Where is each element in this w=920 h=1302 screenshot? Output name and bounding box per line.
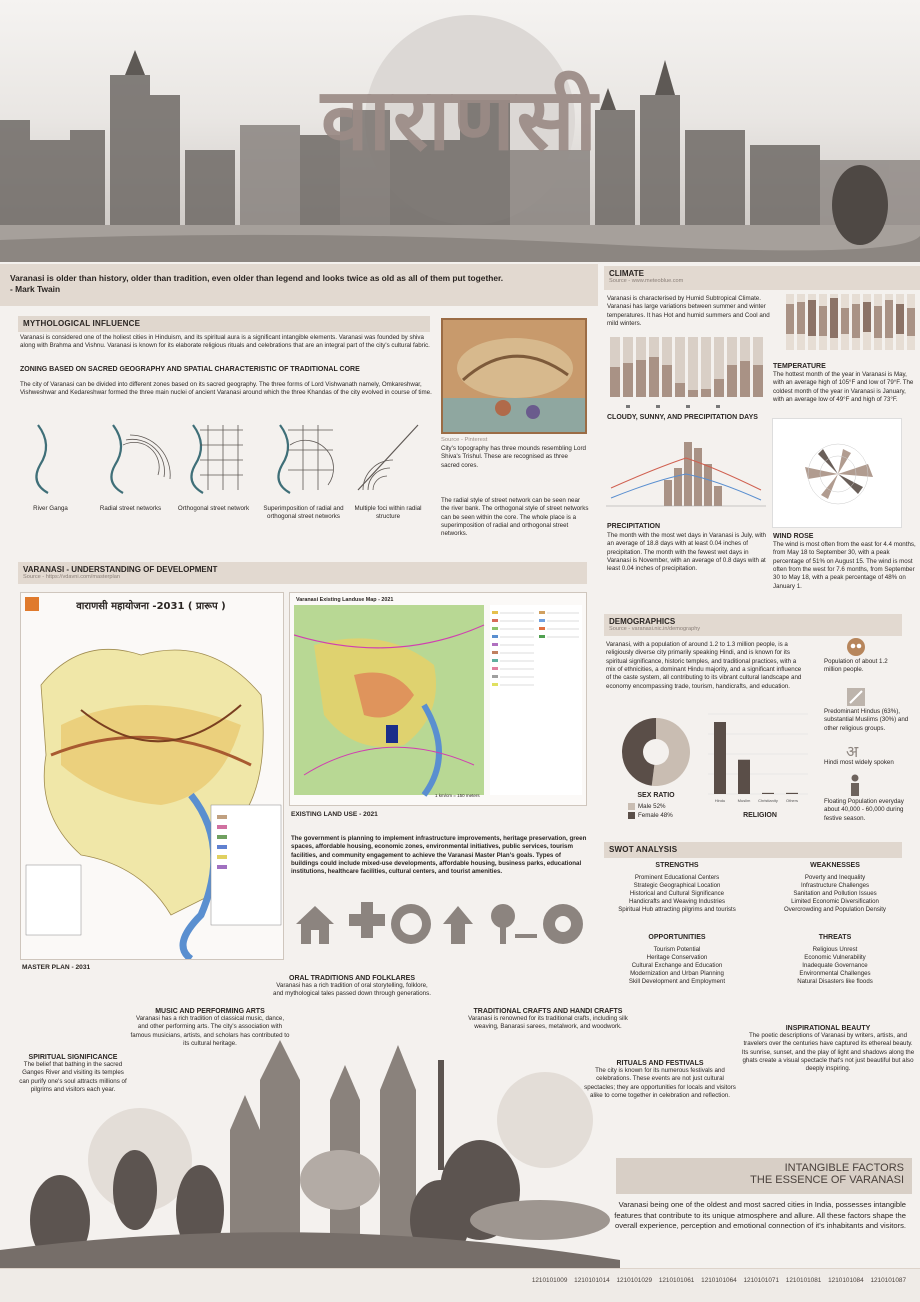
threat-item: Natural Disasters like floods [797,977,873,985]
hindi-glyph-icon: अ [846,742,859,761]
wind-heading: WIND ROSE [773,533,814,540]
temperature-chart [784,294,916,358]
religion-bar-muslim [738,760,750,794]
landuse-scale: 1 km/cm = 150 meters [435,793,480,798]
music-body: Varanasi has a rich tradition of classical music, dance, and other performing arts. The city's association with famous musicians, artists, and scholars has contributed to its cultural heritage. [130,1015,290,1048]
zoning-diagram-svg [18,415,438,495]
zoning-diagrams [18,415,438,545]
plan-icons-row [293,900,587,948]
strength-item: Prominent Educational Centers [634,874,720,881]
zoning-heading: ZONING BASED ON SACRED GEOGRAPHY AND SPATIAL CHARACTERISTIC OF TRADITIONAL CORE [20,366,360,373]
swot-strengths [604,862,750,914]
fact-population: Population of about 1.2 million people. [824,658,888,674]
threat-item: Inadequate Governance [802,961,868,969]
male-legend [628,803,666,812]
student-id: 1210101087 [870,1277,906,1284]
landuse-title: Varanasi Existing Landuse Map - 2021 [296,597,394,603]
opportunity-item: Tourism Potential [653,946,701,953]
quote-author: - Mark Twain [10,283,61,294]
religion-chart [700,708,810,808]
beauty-title: INSPIRATIONAL BEAUTY [785,1025,871,1032]
header-skyline-photo [0,0,920,262]
quote-band [0,264,598,306]
temperature-body: The hottest month of the year in Varanasi is May, with an average high of 105°F and low of 79°F. The coldest month of the year in Varanasi is January, with an average low of 49°F and high of 73°F. [773,371,914,404]
female-legend [628,812,673,821]
precipitation-heading: PRECIPITATION [607,523,661,530]
page-title: वाराणसी [320,70,600,170]
weakness-item: Sanitation and Pollution Issues [793,889,877,897]
student-id: 1210101061 [658,1277,695,1284]
plan-icons-svg [293,900,587,948]
cloud-heading: CLOUDY, SUNNY, AND PRECIPITATION DAYS [607,414,758,421]
strength-item: Handicrafts and Weaving Industries [628,897,726,905]
landuse-map[interactable] [289,592,587,806]
religion-bar-hindu [714,722,726,794]
crafts-body: Varanasi is renowned for its traditional crafts, including silk weaving, Banarasi sarees, metalwork, and woodwork. [468,1015,628,1031]
master-plan-map[interactable] [20,592,284,960]
floating-population-icon [848,774,862,796]
plan-body: The government is planning to implement infrastructure improvements, heritage preservation, green spaces, affordable housing, economic zones, environmental initiatives, public services, tourism facilities, and community engagement to achieve the Varanasi Master Plan's goals. Types of buildings could include mixed-use developments, affordable housing, business parks, educational institutions, healthcare facilities, cultural centers, and tourist amenities. [291,835,587,876]
student-id: 1210101029 [616,1277,653,1284]
precipitation-chart [606,428,766,518]
diagram-label-superimposition: Superimposition of radial and orthogonal street networks [263,505,344,521]
master-plan-drawing [21,615,283,959]
religion-icon [847,688,865,706]
religion-tick-label: Hindu [714,798,726,803]
strength-item: Historical and Cultural Significance [629,889,725,897]
swot-heading: SWOT ANALYSIS [604,842,902,858]
trishul-painting [441,318,587,434]
student-ids [527,1277,906,1284]
banner-line1: INTANGIBLE FACTORS [784,1162,904,1174]
dev-heading-bar [18,562,587,584]
sex-ratio-title: SEX RATIO [637,792,675,799]
footer-bar [0,1268,920,1302]
diagram-label-orthogonal: Orthogonal street network [177,505,250,512]
economy-arrow-icon [443,906,473,944]
rituals-section [582,1060,738,1100]
beauty-body: The poetic descriptions of Varanasi by writers, artists, and travelers over the centuries have captured its ethereal beauty. Its sunrise, sunset, and the play of light and shadows along the ghats create a visual spectacle that's not just beautiful but also deeply inspiring. [741,1032,915,1073]
weaknesses-title: WEAKNESSES [810,862,860,869]
male-label: Male 52% [638,803,666,811]
master-plan-caption: MASTER PLAN - 2031 [22,964,91,971]
banner-line2: THE ESSENCE OF VARANASI [750,1174,904,1186]
climate-heading: CLIMATE [609,269,644,278]
student-id: 1210101081 [785,1277,822,1284]
demo-body: Varanasi, with a population of around 1.2 to 1.3 million people, is a religiously diverse city primarily speaking Hindi, and is known for its spiritual significance, historic temples, and traditional practices, with a mix of ethnicities, a dominant Hindu majority, and a significant influence of the caste system, all contributing to its vibrant cultural landscape and economy encompassing trade, tourism, handicrafts, and education. [606,641,802,690]
demo-heading-bar [604,614,902,636]
opportunity-item: Skill Development and Employment [628,977,726,985]
student-id: 1210101014 [574,1277,610,1284]
swot-opportunities [604,934,750,986]
spiritual-title: SPIRITUAL SIGNIFICANCE [28,1054,118,1061]
fact-hindi: Hindi most widely spoken [824,759,894,766]
climate-source: Source - www.meteoblue.com [609,278,684,284]
threats-title: THREATS [818,934,852,941]
music-title: MUSIC AND PERFORMING ARTS [155,1008,265,1015]
religion-tick-label: Muslim [737,798,751,803]
intangible-banner [616,1158,912,1194]
swot-threats [760,934,910,986]
precipitation-body: The month with the most wet days in Varanasi is July, with an average of 18.8 days with at least 0.04 inches of precipitation. The month with the fewest wet days in Varanasi is November, with an average of 0.8 days with at least 0.04 inches of precipitation. [607,532,766,573]
rituals-body: The city is known for its numerous festivals and celebrations. These events are not just cultural spectacles; they are opportunities for locals and visitors alike to come together in celebration and reflection. [584,1067,736,1100]
myth-heading: MYTHOLOGICAL INFLUENCE [18,316,430,332]
myth-body: Varanasi is considered one of the holiest cities in Hinduism, and its spiritual aura is a significant intangible elements. Varanasi was founded by shiva along with Brahma and Vishnu. Varanasi is known for its elaborate religious rituals and celebrations that are an integral part of the city's cultural fabric. [20,334,430,350]
opportunities-title: OPPORTUNITIES [648,934,706,941]
religion-bar-christianity [762,793,774,794]
oral-body: Varanasi has a rich tradition of oral storytelling, folklore, and mythological tales passed down through generations. [273,982,431,998]
landuse-caption: EXISTING LAND USE - 2021 [291,811,378,818]
threat-item: Environmental Challenges [799,969,871,977]
female-swatch [628,812,635,819]
rituals-title: RITUALS AND FESTIVALS [616,1060,704,1067]
quote-text: Varanasi is older than history, older than tradition, even older than legend and looks twice as old as all of them put together. [10,273,504,283]
closing-text: Varanasi being one of the oldest and most sacred cities in India, possesses intangible features that contribute to its unique atmosphere and allure. All these factors shape the overall experience, perception and emotional connection of it's inhabitants and visitors. [614,1200,906,1231]
student-id: 1210101009 [531,1277,568,1284]
weakness-item: Poverty and Inequality [804,874,866,881]
beauty-section [740,1025,916,1074]
weakness-item: Infrastructure Challenges [800,881,870,889]
threat-item: Religious Unrest [812,946,858,953]
female-label: Female 48% [638,812,673,820]
opportunity-item: Heritage Conservation [646,953,708,961]
student-id: 1210101084 [828,1277,864,1284]
religion-bar-others [786,793,798,794]
diagram-label-foci: Multiple foci within radial structure [354,505,422,521]
religion-tick-label: Christianity [758,798,778,803]
student-id: 1210101071 [743,1277,780,1284]
climate-intro: Varanasi is characterised by Humid Subtropical Climate. Varanasi has large variations between summer and winter temperatures. It has Hot and humid summers and Cool and mild winters. [607,295,770,328]
radial-note: The radial style of street network can be seen near the river bank. The orthogonal style of street networks can be seen within the core. The whole place is a superimposition of radial and orthogonal street networks. [441,497,589,538]
strengths-title: STRENGTHS [655,862,699,869]
fact-religion: Predominant Hindus (63%), substantial Muslims (30%) and other religious groups. [824,708,909,732]
climate-heading-bar [604,266,920,290]
music-section [130,1008,290,1048]
sex-ratio-chart [620,716,692,788]
swot-weaknesses [760,862,910,914]
diagram-label-river: River Ganga [33,505,68,512]
weakness-item: Limited Economic Diversification [791,897,879,905]
threat-item: Economic Vulnerability [804,953,866,961]
crafts-section [468,1008,628,1032]
crafts-title: TRADITIONAL CRAFTS AND HANDI CRAFTS [473,1008,623,1015]
dev-heading: VARANASI - UNDERSTANDING OF DEVELOPMENT [23,565,218,574]
religion-title: RELIGION [743,812,777,819]
vda-logo [25,597,39,611]
zoning-body: The city of Varanasi can be divided into different zones based on its sacred geography. The three forms of Lord Vishwanath namely, Omkareshwar, Vishweshwar and Kedareshwar formed the three main nuclei of ancient Varanasi around which the three Khandas of the city evolved in course of time. [20,381,432,397]
master-plan-title: वाराणसी महायोजना -2031 ( प्रारूप ) [76,601,226,612]
student-id: 1210101064 [701,1277,737,1284]
population-icon [847,638,865,656]
painting-source: Source - Pinterest [441,437,488,443]
strength-item: Strategic Geographical Location [633,881,721,889]
oral-section [272,975,432,999]
religion-tick-label: Others [785,798,799,803]
opportunity-item: Modernization and Urban Planning [630,969,724,977]
weakness-item: Overcrowding and Population Density [784,905,886,913]
fact-floating: Floating Population everyday about 40,000 - 60,000 during festive season. [824,798,904,822]
demo-source: Source - varanasi.nic.in/demography [609,626,701,632]
dev-source: Source - https://vdavni.com/masterplan [23,574,121,580]
diagram-label-radial: Radial street networks [99,505,162,512]
health-cross-icon [349,902,385,938]
temperature-heading: TEMPERATURE [773,363,826,370]
landuse-drawing [294,605,584,803]
opportunity-item: Cultural Exchange and Education [631,961,723,969]
wind-body: The wind is most often from the east for 4.4 months, from May 18 to September 30, with a peak percentage of 51% on August 15. The wind is most often from the west for 7.6 months, from September 30 to May 18, with a peak percentage of 48% on January 1. [773,541,916,590]
painting-illustration [443,320,585,432]
spiritual-section [18,1054,128,1094]
painting-caption: City's topography has three mounds resembling Lord Shiva's Trishul. These are recognised as three sacred cores. [441,445,586,469]
male-swatch [628,803,635,810]
spiritual-body: The belief that bathing in the sacred Ganges River and visiting its temples can purify one's soul attracts millions of pilgrims and visitors each year. [19,1061,127,1094]
cloud-days-chart [606,335,766,411]
strength-item: Spiritual Hub attracting pilgrims and tourists [618,905,736,913]
oral-title: ORAL TRADITIONS AND FOLKLARES [289,975,415,982]
demo-heading: DEMOGRAPHICS [609,617,676,626]
wind-rose-chart [772,418,902,528]
